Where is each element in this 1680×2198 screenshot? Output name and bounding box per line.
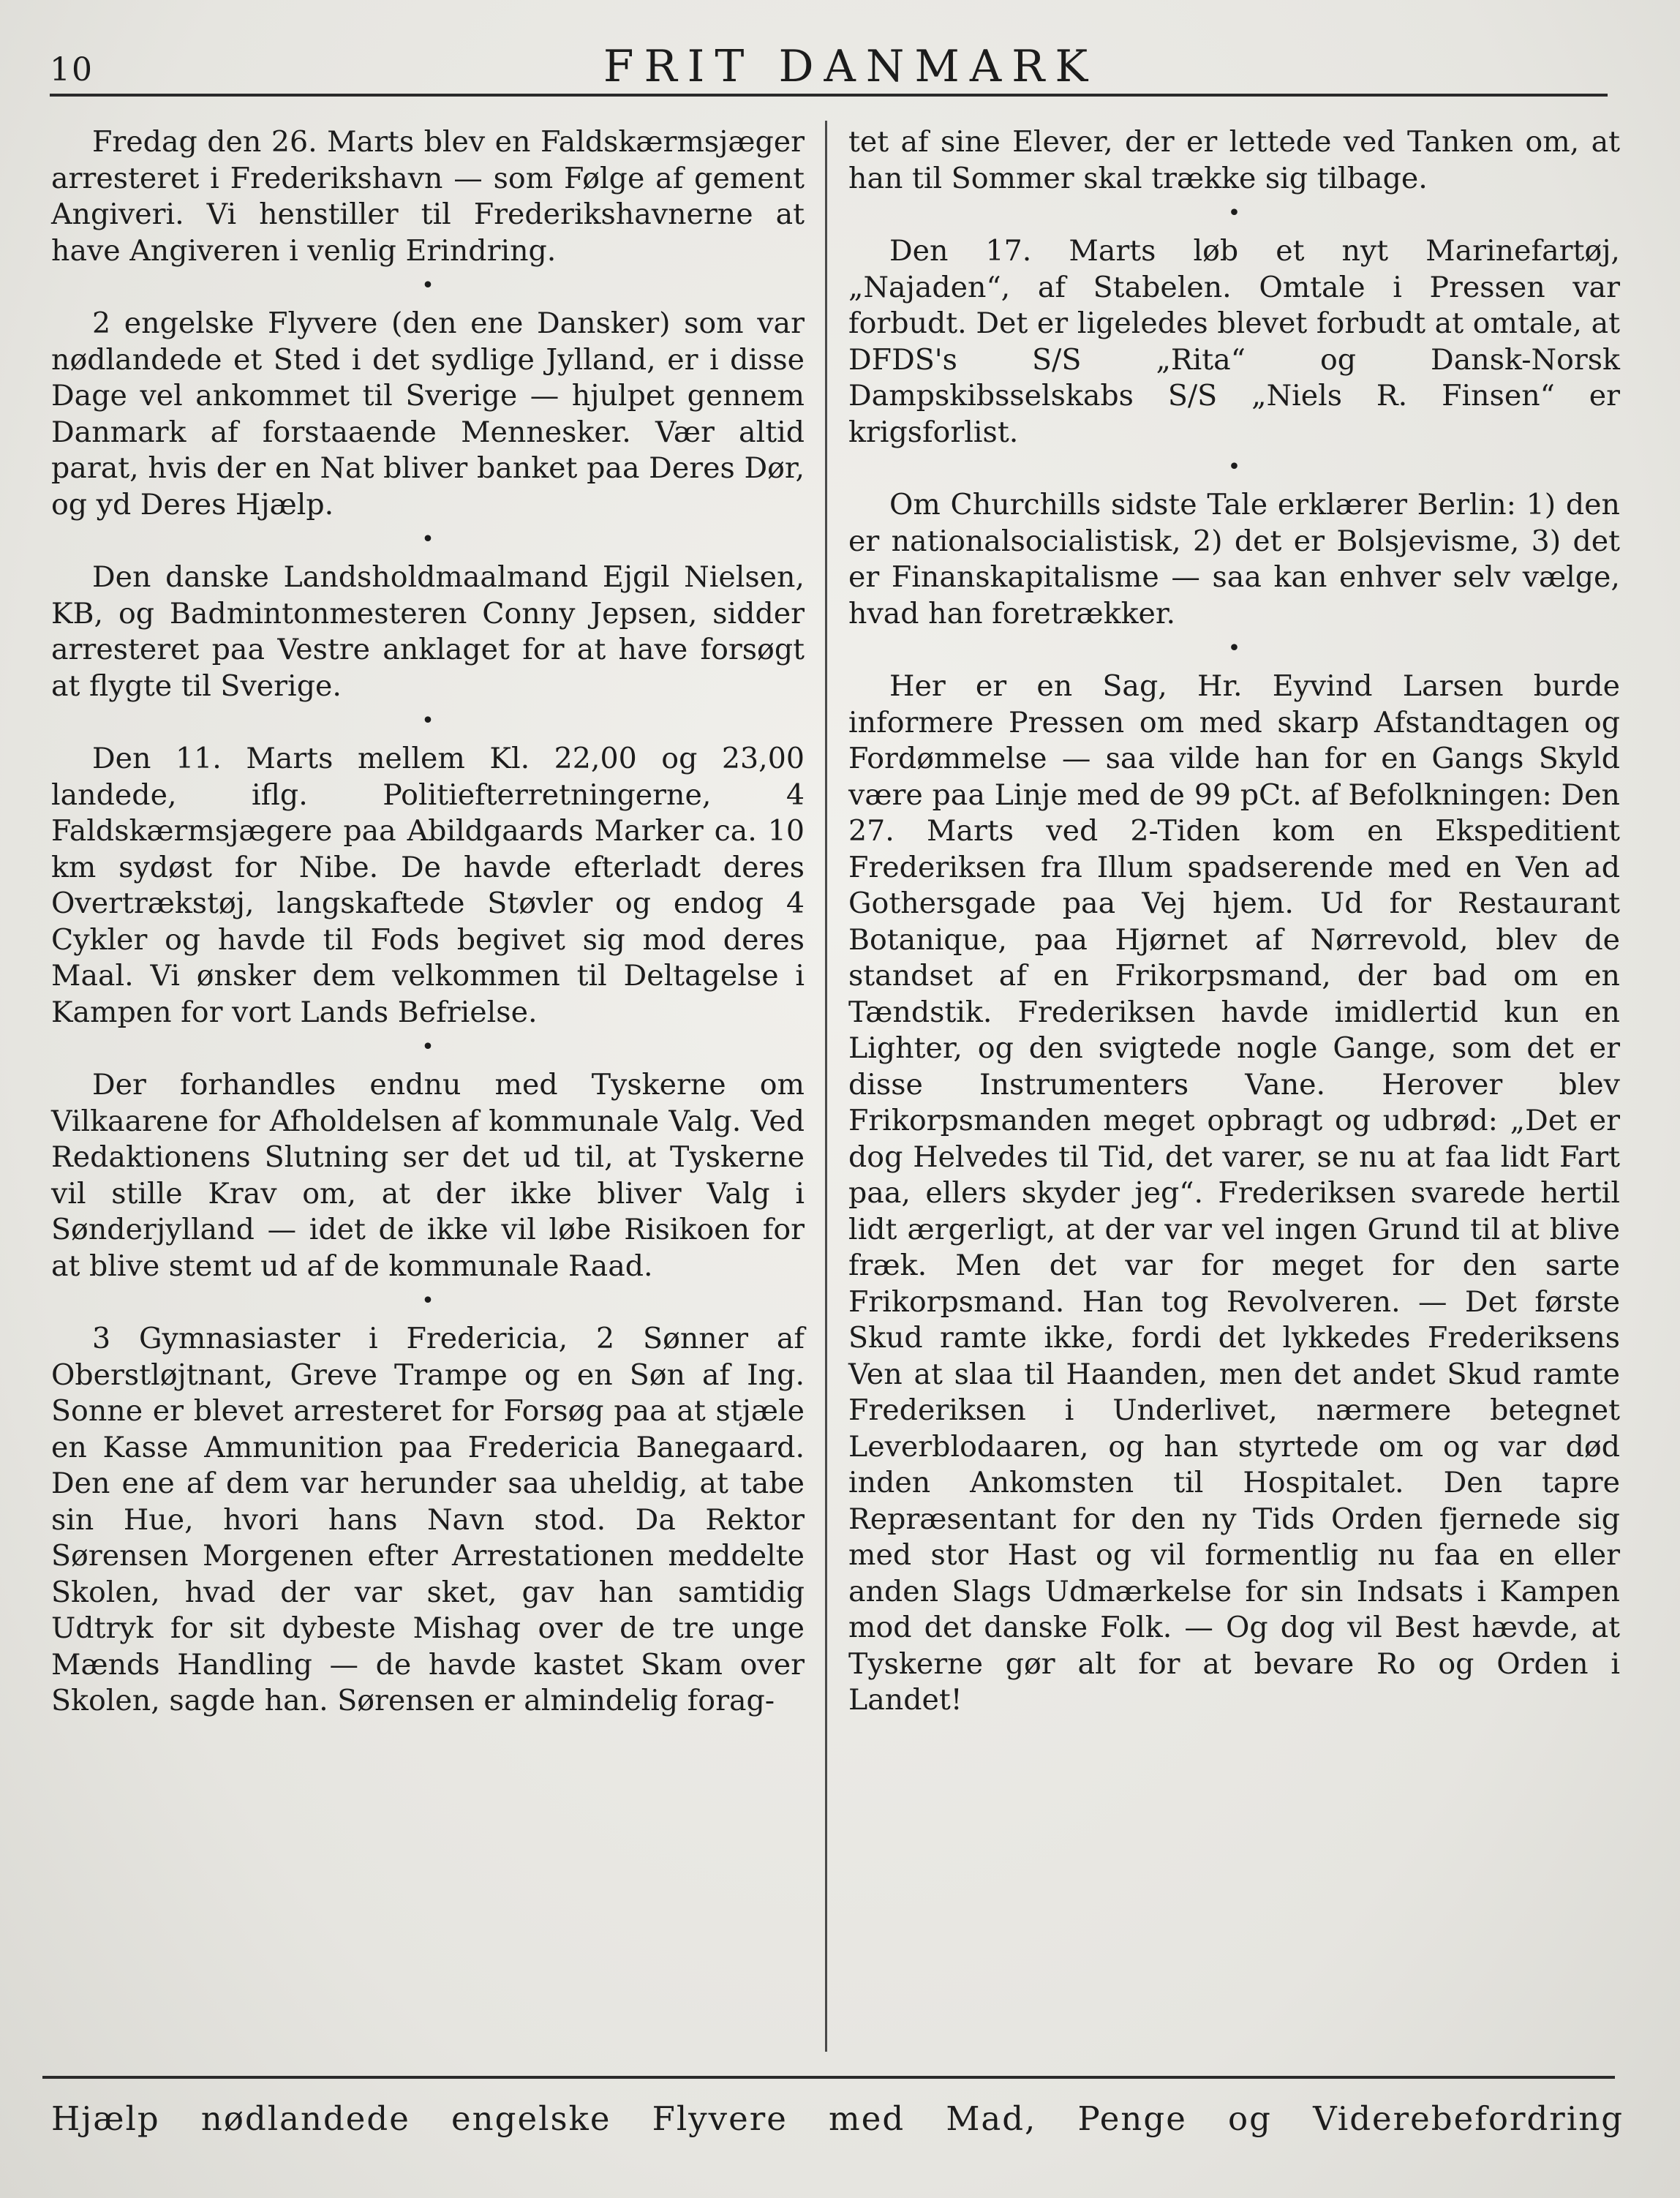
article-paragraph: Fredag den 26. Marts blev en Faldskærmsjæger arresteret i Frederikshavn — som Følge af gement Angiveri. Vi henstiller til Frederikshavnerne at have Angiveren i venlig Erindring. <box>51 125 805 268</box>
article-paragraph: 3 Gymnasiaster i Fredericia, 2 Sønner af Oberstløjtnant, Greve Trampe og en Søn af Ing. Sonne er blevet arresteret for Forsøg paa at stjæle en Kasse Ammunition paa Fredericia Banegaard. Den ene af dem var herunder saa uheldig, at tabe sin Hue, hvori hans Navn stod. Da Rektor Sørensen Morgenen efter Arrestationen meddelte Skolen, hvad der var sket, gav han samtidig Udtryk for sit dybeste Mishag over de tre unge Mænds Handling — de havde kastet Skam over Skolen, sagde han. Sørensen er almindelig forag- <box>51 1322 805 1717</box>
page-number: 10 <box>50 51 94 89</box>
footer-slogan: Hjælp nødlandede engelske Flyvere med Mad, Penge og Viderebefordring <box>51 2099 1624 2138</box>
article-paragraph: Den 17. Marts løb et nyt Marinefartøj, „Najaden“, af Stabelen. Omtale i Pressen var forbudt. Det er ligeledes blevet forbudt at omtale, at DFDS's S/S „Rita“ og Dansk-Norsk Dampskibsselskabs S/S „Niels R. Finsen“ er krigsforlist. <box>848 234 1620 449</box>
separator-bullet: • <box>1227 636 1241 661</box>
masthead-title: FRIT DANMARK <box>603 41 1099 92</box>
article-paragraph: 2 engelske Flyvere (den ene Dansker) som var nødlandede et Sted i det sydlige Jylland, er i disse Dage vel ankommet til Sverige — hjulpet gennem Danmark af forstaaende Mennesker. Vær altid parat, hvis der en Nat bliver banket paa Deres Dør, og yd Deres Hjælp. <box>51 306 805 522</box>
header-rule <box>50 94 1608 97</box>
article-paragraph: Der forhandles endnu med Tyskerne om Vilkaarene for Afholdelsen af kommunale Valg. Ved Redaktionens Slutning ser det ud til, at Tyskerne vil stille Krav om, at der ikke bliver Valg i Sønderjylland — idet de ikke vil løbe Risikoen for at blive stemt ud af de kommunale Raad. <box>51 1068 805 1283</box>
separator-bullet: • <box>421 527 434 552</box>
column-divider <box>825 121 827 2052</box>
separator-bullet: • <box>421 1034 434 1060</box>
article-paragraph: Den 11. Marts mellem Kl. 22,00 og 23,00 landede, iflg. Politiefterretningerne, 4 Faldskærmsjægere paa Abildgaards Marker ca. 10 km sydøst for Nibe. De havde efterladt deres Overtrækstøj, langskaftede Støvler og endog 4 Cykler og havde til Fods begivet sig mod deres Maal. Vi ønsker dem velkommen til Deltagelse i Kampen for vort Lands Befrielse. <box>51 742 805 1029</box>
separator-bullet: • <box>421 273 434 298</box>
left-column <box>51 124 805 1720</box>
separator-bullet: • <box>1227 454 1241 480</box>
separator-bullet: • <box>421 708 434 734</box>
separator-bullet: • <box>421 1288 434 1314</box>
article-paragraph: Den danske Landsholdmaalmand Ejgil Nielsen, KB, og Badmintonmesteren Conny Jepsen, sidder arresteret paa Vestre anklaget for at have forsøgt at flygte til Sverige. <box>51 560 805 703</box>
article-continuation: tet af sine Elever, der er lettede ved Tanken om, at han til Sommer skal trække sig tilbage. <box>848 125 1620 195</box>
footer-rule <box>42 2076 1615 2079</box>
right-column <box>848 124 1620 1719</box>
article-paragraph: Her er en Sag, Hr. Eyvind Larsen burde informere Pressen om med skarp Afstandtagen og Fordømmelse — saa vilde han for en Gangs Skyld være paa Linje med de 99 pCt. af Befolkningen: Den 27. Marts ved 2-Tiden kom en Ekspeditient Frederiksen fra Illum spadserende med en Ven ad Gothersgade paa Vej hjem. Ud for Restaurant Botanique, paa Hjørnet af Nørrevold, blev de standset af en Frikorpsmand, der bad om en Tændstik. Frederiksen havde imidlertid kun en Lighter, og den svigtede nogle Gange, som det er disse Instrumenters Vane. Herover blev Frikorpsmanden meget opbragt og udbrød: „Det er dog Helvedes til Tid, det varer, se nu at faa lidt Fart paa, ellers skyder jeg“. Frederiksen svarede hertil lidt ærgerligt, at der var vel ingen Grund til at blive fræk. Men det var for meget for den sarte Frikorpsmand. Han tog Revolveren. — Det første Skud ramte ikke, fordi det lykkedes Frederiksens Ven at slaa til Haanden, men det andet Skud ramte Frederiksen i Underlivet, nærmere betegnet Leverblodaaren, og han styrtede om og var død inden Ankomsten til Hospitalet. Den tapre Repræsentant for den ny Tids Orden fjernede sig med stor Hast og vil formentlig nu faa en eller anden Slags Udmærkelse for sin Indsats i Kampen mod det danske Folk. — Og dog vil Best hævde, at Tyskerne gør alt for at bevare Ro og Orden i Landet! <box>848 669 1620 1717</box>
article-paragraph: Om Churchills sidste Tale erklærer Berlin: 1) den er nationalsocialistisk, 2) det er Bolsjevisme, 3) det er Finanskapitalisme — saa kan enhver selv vælge, hvad han foretrækker. <box>848 488 1620 631</box>
page-header <box>50 38 1608 97</box>
separator-bullet: • <box>1227 200 1241 226</box>
